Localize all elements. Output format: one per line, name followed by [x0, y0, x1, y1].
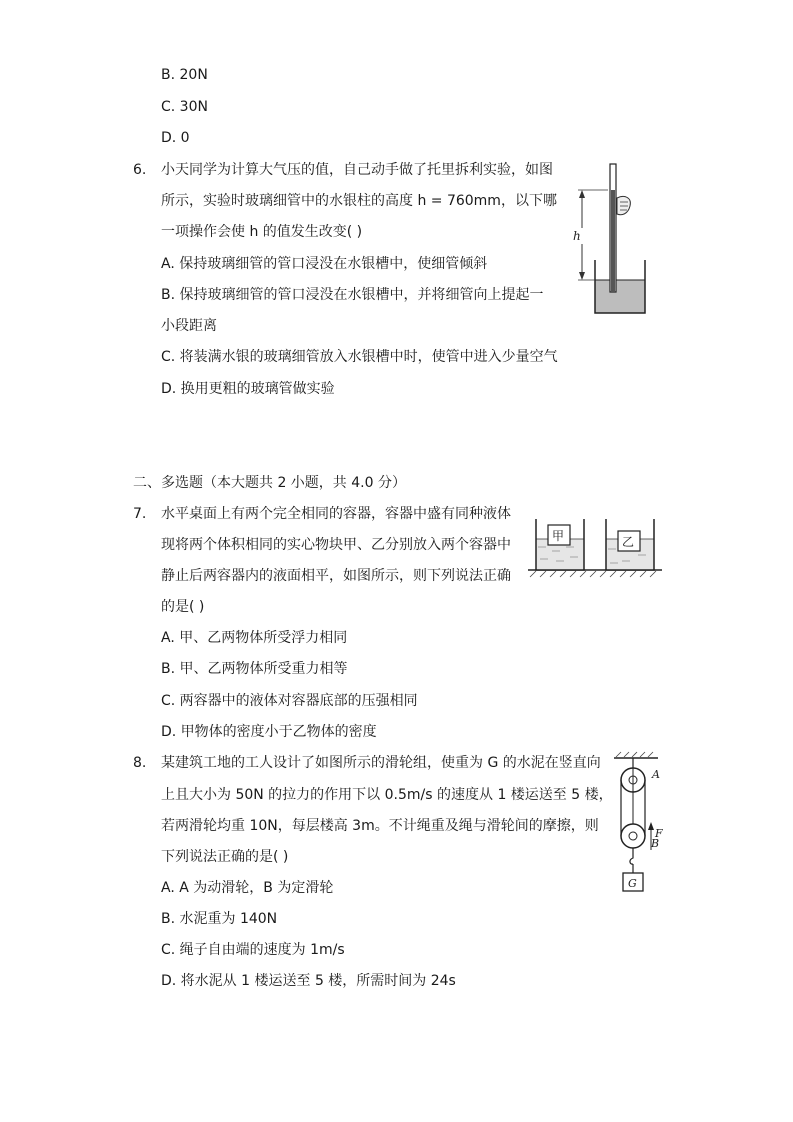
- mercury-basin-liquid: [595, 280, 645, 313]
- label-g: G: [628, 877, 637, 890]
- q8-option-d: D. 将水泥从 1 楼运送至 5 楼，所需时间为 24s: [161, 973, 456, 989]
- pulley-figure: [608, 752, 678, 897]
- label-f: F: [655, 827, 663, 840]
- q8-number: 8.: [133, 755, 147, 771]
- q8-option-a: A. A 为动滑轮，B 为定滑轮: [161, 880, 334, 896]
- containers-figure: [520, 515, 670, 580]
- q6-stem-line-3: 一项操作会使 h 的值发生改变( ): [161, 224, 363, 240]
- q5-option-c: C. 30N: [161, 99, 208, 115]
- label-h: h: [573, 229, 581, 243]
- mercury-column: [611, 190, 615, 292]
- q7-option-d: D. 甲物体的密度小于乙物体的密度: [161, 724, 377, 740]
- label-jia: 甲: [552, 529, 565, 543]
- q7-stem-line-2: 现将两个体积相同的实心物块甲、乙分别放入两个容器中: [161, 537, 511, 553]
- torricelli-figure: [570, 160, 660, 320]
- q8-option-b: B. 水泥重为 140N: [161, 911, 278, 927]
- q5-option-d: D. 0: [161, 130, 190, 146]
- q7-stem-line-3: 静止后两容器内的液面相平，如图所示，则下列说法正确: [161, 568, 511, 584]
- q7-stem-line-4: 的是( ): [161, 599, 205, 615]
- q7-option-a: A. 甲、乙两物体所受浮力相同: [161, 630, 348, 646]
- label-a: A: [652, 768, 660, 781]
- q8-stem-line-3: 若两滑轮均重 10N，每层楼高 3m。不计绳重及绳与滑轮间的摩擦，则: [161, 818, 599, 834]
- q6-option-a: A. 保持玻璃细管的管口浸没在水银槽中，使细管倾斜: [161, 256, 488, 272]
- q6-option-b-line-1: B. 保持玻璃细管的管口浸没在水银槽中，并将细管向上提起一: [161, 287, 544, 303]
- label-yi: 乙: [622, 535, 635, 549]
- q6-option-c: C. 将装满水银的玻璃细管放入水银槽中时，使管中进入少量空气: [161, 349, 558, 365]
- q6-option-b-line-2: 小段距离: [161, 318, 217, 334]
- q6-option-d: D. 换用更粗的玻璃管做实验: [161, 381, 335, 397]
- hand-icon: [617, 196, 630, 214]
- q8-stem-line-4: 下列说法正确的是( ): [161, 849, 289, 865]
- q7-option-b: B. 甲、乙两物体所受重力相等: [161, 661, 348, 677]
- q6-number: 6.: [133, 162, 147, 178]
- q6-stem-line-1: 小天同学为计算大气压的值，自己动手做了托里拆利实验，如图: [161, 162, 553, 178]
- q5-option-b: B. 20N: [161, 67, 208, 83]
- q7-option-c: C. 两容器中的液体对容器底部的压强相同: [161, 693, 418, 709]
- q7-number: 7.: [133, 506, 147, 522]
- q8-stem-line-2: 上且大小为 50N 的拉力的作用下以 0.5m/s 的速度从 1 楼运送至 5 楼，: [161, 787, 613, 803]
- q6-stem-line-2: 所示，实验时玻璃细管中的水银柱的高度 h = 760mm，以下哪: [161, 193, 557, 209]
- section-heading: 二、多选题（本大题共 2 小题，共 4.0 分）: [133, 475, 406, 491]
- label-b: B: [651, 837, 660, 850]
- q8-stem-line-1: 某建筑工地的工人设计了如图所示的滑轮组，使重为 G 的水泥在竖直向: [161, 755, 601, 771]
- q8-option-c: C. 绳子自由端的速度为 1m/s: [161, 942, 345, 958]
- q7-stem-line-1: 水平桌面上有两个完全相同的容器，容器中盛有同种液体: [161, 506, 511, 522]
